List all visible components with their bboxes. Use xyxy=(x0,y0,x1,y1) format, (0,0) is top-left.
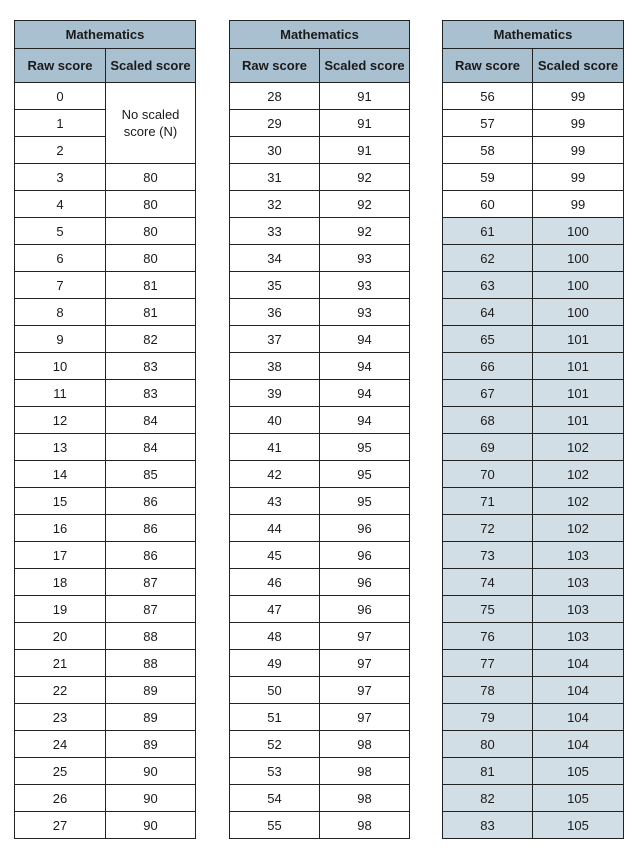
raw-score-cell: 20 xyxy=(15,623,106,650)
scaled-score-cell: 91 xyxy=(320,110,410,137)
table-row xyxy=(230,623,410,650)
raw-score-cell: 31 xyxy=(230,164,320,191)
table-row xyxy=(230,731,410,758)
table-row xyxy=(15,569,196,596)
raw-score-cell: 66 xyxy=(443,353,533,380)
table-row xyxy=(15,380,196,407)
table-row xyxy=(230,272,410,299)
table-row xyxy=(230,461,410,488)
raw-score-cell: 4 xyxy=(15,191,106,218)
scaled-score-cell: 92 xyxy=(320,191,410,218)
raw-score-cell: 14 xyxy=(15,461,106,488)
table-row xyxy=(443,758,624,785)
table-row xyxy=(443,677,624,704)
column-header-scaled-score: Scaled score xyxy=(320,49,410,83)
raw-score-cell: 75 xyxy=(443,596,533,623)
raw-score-cell: 35 xyxy=(230,272,320,299)
table-row xyxy=(230,758,410,785)
table-row xyxy=(230,677,410,704)
table-row xyxy=(230,83,410,110)
raw-score-cell: 16 xyxy=(15,515,106,542)
table-row xyxy=(443,650,624,677)
raw-score-cell: 79 xyxy=(443,704,533,731)
table-row xyxy=(230,299,410,326)
scaled-score-cell: 103 xyxy=(533,542,624,569)
raw-score-cell: 3 xyxy=(15,164,106,191)
scaled-score-cell: 104 xyxy=(533,677,624,704)
raw-score-cell: 77 xyxy=(443,650,533,677)
raw-score-cell: 60 xyxy=(443,191,533,218)
raw-score-cell: 52 xyxy=(230,731,320,758)
raw-score-cell: 50 xyxy=(230,677,320,704)
raw-score-cell: 38 xyxy=(230,353,320,380)
raw-score-cell: 68 xyxy=(443,407,533,434)
score-table-1 xyxy=(14,20,196,839)
raw-score-cell: 30 xyxy=(230,137,320,164)
scaled-score-cell: 97 xyxy=(320,650,410,677)
scaled-score-cell: 99 xyxy=(533,110,624,137)
table-row xyxy=(15,596,196,623)
table-body xyxy=(15,83,196,839)
scaled-score-cell: 103 xyxy=(533,623,624,650)
scaled-score-cell: 94 xyxy=(320,380,410,407)
raw-score-cell: 21 xyxy=(15,650,106,677)
table-row xyxy=(230,569,410,596)
raw-score-cell: 11 xyxy=(15,380,106,407)
scaled-score-cell: 99 xyxy=(533,191,624,218)
scaled-score-cell: 104 xyxy=(533,704,624,731)
raw-score-cell: 25 xyxy=(15,758,106,785)
table-row xyxy=(443,218,624,245)
raw-score-cell: 37 xyxy=(230,326,320,353)
scaled-score-cell: 96 xyxy=(320,542,410,569)
raw-score-cell: 17 xyxy=(15,542,106,569)
scaled-score-cell: 84 xyxy=(106,407,196,434)
scaled-score-cell: 84 xyxy=(106,434,196,461)
raw-score-cell: 41 xyxy=(230,434,320,461)
table-row xyxy=(443,596,624,623)
table-row xyxy=(443,83,624,110)
raw-score-cell: 36 xyxy=(230,299,320,326)
raw-score-cell: 72 xyxy=(443,515,533,542)
table-title: Mathematics xyxy=(230,21,410,49)
table-row xyxy=(230,191,410,218)
table-row xyxy=(15,461,196,488)
table-row xyxy=(15,83,196,110)
table-row xyxy=(443,704,624,731)
table-row xyxy=(230,488,410,515)
score-table-2 xyxy=(229,20,410,839)
column-header-scaled-score: Scaled score xyxy=(106,49,196,83)
raw-score-cell: 5 xyxy=(15,218,106,245)
table-row xyxy=(443,407,624,434)
scaled-score-cell: 103 xyxy=(533,596,624,623)
scaled-score-cell: 81 xyxy=(106,272,196,299)
scaled-score-cell: 105 xyxy=(533,812,624,839)
table-row xyxy=(15,353,196,380)
scaled-score-cell: 86 xyxy=(106,542,196,569)
scaled-score-cell: 91 xyxy=(320,83,410,110)
table-row xyxy=(443,812,624,839)
raw-score-cell: 71 xyxy=(443,488,533,515)
scaled-score-cell: 82 xyxy=(106,326,196,353)
table-row xyxy=(15,785,196,812)
table-row xyxy=(230,110,410,137)
raw-score-cell: 15 xyxy=(15,488,106,515)
table-row xyxy=(230,542,410,569)
raw-score-cell: 1 xyxy=(15,110,106,137)
raw-score-cell: 10 xyxy=(15,353,106,380)
scaled-score-cell: 102 xyxy=(533,515,624,542)
scaled-score-cell: 94 xyxy=(320,326,410,353)
table-row xyxy=(15,515,196,542)
raw-score-cell: 55 xyxy=(230,812,320,839)
raw-score-cell: 2 xyxy=(15,137,106,164)
table-row xyxy=(15,191,196,218)
table-row xyxy=(443,191,624,218)
scaled-score-cell: 80 xyxy=(106,245,196,272)
column-header-raw-score: Raw score xyxy=(443,49,533,83)
raw-score-cell: 57 xyxy=(443,110,533,137)
scaled-score-cell: 93 xyxy=(320,245,410,272)
raw-score-cell: 19 xyxy=(15,596,106,623)
scaled-score-cell: 102 xyxy=(533,434,624,461)
scaled-score-cell: 96 xyxy=(320,569,410,596)
scaled-score-cell: 91 xyxy=(320,137,410,164)
table-title: Mathematics xyxy=(443,21,624,49)
raw-score-cell: 74 xyxy=(443,569,533,596)
table-row xyxy=(230,326,410,353)
table-row xyxy=(15,326,196,353)
table-row xyxy=(443,623,624,650)
scaled-score-cell: 88 xyxy=(106,650,196,677)
table-row xyxy=(443,515,624,542)
raw-score-cell: 73 xyxy=(443,542,533,569)
table-row xyxy=(443,542,624,569)
table-row xyxy=(15,650,196,677)
raw-score-cell: 46 xyxy=(230,569,320,596)
column-header-scaled-score: Scaled score xyxy=(533,49,624,83)
raw-score-cell: 49 xyxy=(230,650,320,677)
table-row xyxy=(443,110,624,137)
table-row xyxy=(230,353,410,380)
table-row xyxy=(443,731,624,758)
scaled-score-cell: 97 xyxy=(320,677,410,704)
table-row xyxy=(443,380,624,407)
table-row xyxy=(443,353,624,380)
raw-score-cell: 0 xyxy=(15,83,106,110)
raw-score-cell: 22 xyxy=(15,677,106,704)
raw-score-cell: 32 xyxy=(230,191,320,218)
scaled-score-cell: 105 xyxy=(533,758,624,785)
raw-score-cell: 62 xyxy=(443,245,533,272)
raw-score-cell: 6 xyxy=(15,245,106,272)
scaled-score-cell: 90 xyxy=(106,785,196,812)
no-scaled-score-note: No scaled score (N) xyxy=(106,83,196,164)
scaled-score-cell: 98 xyxy=(320,812,410,839)
table-row xyxy=(15,272,196,299)
table-row xyxy=(15,704,196,731)
scaled-score-cell: 102 xyxy=(533,488,624,515)
scaled-score-cell: 81 xyxy=(106,299,196,326)
table-row xyxy=(443,785,624,812)
raw-score-cell: 45 xyxy=(230,542,320,569)
raw-score-cell: 82 xyxy=(443,785,533,812)
column-header-raw-score: Raw score xyxy=(230,49,320,83)
raw-score-cell: 56 xyxy=(443,83,533,110)
raw-score-cell: 29 xyxy=(230,110,320,137)
raw-score-cell: 64 xyxy=(443,299,533,326)
scaled-score-cell: 99 xyxy=(533,137,624,164)
raw-score-cell: 39 xyxy=(230,380,320,407)
scaled-score-cell: 80 xyxy=(106,164,196,191)
scaled-score-cell: 80 xyxy=(106,218,196,245)
scaled-score-cell: 83 xyxy=(106,353,196,380)
raw-score-cell: 81 xyxy=(443,758,533,785)
raw-score-cell: 24 xyxy=(15,731,106,758)
raw-score-cell: 7 xyxy=(15,272,106,299)
scaled-score-cell: 104 xyxy=(533,731,624,758)
table-row xyxy=(443,569,624,596)
scaled-score-cell: 89 xyxy=(106,677,196,704)
table-row xyxy=(15,299,196,326)
table-row xyxy=(15,164,196,191)
scaled-score-cell: 97 xyxy=(320,623,410,650)
table-row xyxy=(15,758,196,785)
scaled-score-cell: 95 xyxy=(320,461,410,488)
scaled-score-cell: 94 xyxy=(320,407,410,434)
scaled-score-cell: 98 xyxy=(320,758,410,785)
table-row xyxy=(230,164,410,191)
table-row xyxy=(15,407,196,434)
table-row xyxy=(230,407,410,434)
raw-score-cell: 51 xyxy=(230,704,320,731)
table-row xyxy=(443,245,624,272)
scaled-score-cell: 100 xyxy=(533,218,624,245)
scaled-score-cell: 89 xyxy=(106,704,196,731)
scaled-score-cell: 86 xyxy=(106,515,196,542)
scaled-score-cell: 90 xyxy=(106,812,196,839)
raw-score-cell: 18 xyxy=(15,569,106,596)
column-header-raw-score: Raw score xyxy=(15,49,106,83)
table-row xyxy=(230,137,410,164)
scaled-score-cell: 86 xyxy=(106,488,196,515)
raw-score-cell: 40 xyxy=(230,407,320,434)
scaled-score-cell: 90 xyxy=(106,758,196,785)
raw-score-cell: 12 xyxy=(15,407,106,434)
table-row xyxy=(15,218,196,245)
raw-score-cell: 9 xyxy=(15,326,106,353)
raw-score-cell: 42 xyxy=(230,461,320,488)
table-row xyxy=(443,488,624,515)
raw-score-cell: 28 xyxy=(230,83,320,110)
raw-score-cell: 48 xyxy=(230,623,320,650)
scaled-score-cell: 97 xyxy=(320,704,410,731)
raw-score-cell: 47 xyxy=(230,596,320,623)
scaled-score-cell: 100 xyxy=(533,245,624,272)
raw-score-cell: 34 xyxy=(230,245,320,272)
raw-score-cell: 8 xyxy=(15,299,106,326)
table-row xyxy=(230,812,410,839)
scaled-score-cell: 102 xyxy=(533,461,624,488)
raw-score-cell: 63 xyxy=(443,272,533,299)
table-row xyxy=(443,461,624,488)
scaled-score-cell: 85 xyxy=(106,461,196,488)
table-row xyxy=(230,218,410,245)
raw-score-cell: 76 xyxy=(443,623,533,650)
table-row xyxy=(443,299,624,326)
scaled-score-cell: 104 xyxy=(533,650,624,677)
scaled-score-cell: 80 xyxy=(106,191,196,218)
table-row xyxy=(443,326,624,353)
scaled-score-cell: 99 xyxy=(533,83,624,110)
table-row xyxy=(230,434,410,461)
table-row xyxy=(15,245,196,272)
table-row xyxy=(15,731,196,758)
scaled-score-cell: 101 xyxy=(533,407,624,434)
table-row xyxy=(15,623,196,650)
table-row xyxy=(443,137,624,164)
raw-score-cell: 33 xyxy=(230,218,320,245)
scaled-score-cell: 92 xyxy=(320,218,410,245)
scaled-score-cell: 87 xyxy=(106,596,196,623)
table-row xyxy=(230,650,410,677)
raw-score-cell: 27 xyxy=(15,812,106,839)
scaled-score-cell: 101 xyxy=(533,353,624,380)
raw-score-cell: 78 xyxy=(443,677,533,704)
table-row xyxy=(15,488,196,515)
scaled-score-cell: 101 xyxy=(533,326,624,353)
raw-score-cell: 54 xyxy=(230,785,320,812)
table-row xyxy=(15,812,196,839)
raw-score-cell: 69 xyxy=(443,434,533,461)
scaled-score-cell: 98 xyxy=(320,785,410,812)
scaled-score-cell: 96 xyxy=(320,515,410,542)
scaled-score-cell: 96 xyxy=(320,596,410,623)
raw-score-cell: 65 xyxy=(443,326,533,353)
scaled-score-cell: 95 xyxy=(320,488,410,515)
score-table-3 xyxy=(442,20,624,839)
raw-score-cell: 83 xyxy=(443,812,533,839)
scaled-score-cell: 100 xyxy=(533,272,624,299)
table-row xyxy=(15,677,196,704)
table-row xyxy=(15,542,196,569)
table-body xyxy=(443,83,624,839)
raw-score-cell: 13 xyxy=(15,434,106,461)
scaled-score-cell: 103 xyxy=(533,569,624,596)
raw-score-cell: 80 xyxy=(443,731,533,758)
raw-score-cell: 26 xyxy=(15,785,106,812)
table-row xyxy=(230,245,410,272)
raw-score-cell: 43 xyxy=(230,488,320,515)
table-title: Mathematics xyxy=(15,21,196,49)
scaled-score-cell: 93 xyxy=(320,299,410,326)
scaled-score-cell: 98 xyxy=(320,731,410,758)
scaled-score-cell: 89 xyxy=(106,731,196,758)
table-row xyxy=(230,596,410,623)
raw-score-cell: 59 xyxy=(443,164,533,191)
table-row xyxy=(230,704,410,731)
scaled-score-cell: 100 xyxy=(533,299,624,326)
scaled-score-cell: 105 xyxy=(533,785,624,812)
raw-score-cell: 61 xyxy=(443,218,533,245)
raw-score-cell: 23 xyxy=(15,704,106,731)
raw-score-cell: 58 xyxy=(443,137,533,164)
raw-score-cell: 70 xyxy=(443,461,533,488)
raw-score-cell: 67 xyxy=(443,380,533,407)
scaled-score-cell: 92 xyxy=(320,164,410,191)
table-row xyxy=(230,785,410,812)
raw-score-cell: 44 xyxy=(230,515,320,542)
table-row xyxy=(443,272,624,299)
scaled-score-cell: 93 xyxy=(320,272,410,299)
scaled-score-cell: 88 xyxy=(106,623,196,650)
table-body xyxy=(230,83,410,839)
table-row xyxy=(443,164,624,191)
scaled-score-cell: 83 xyxy=(106,380,196,407)
scaled-score-cell: 95 xyxy=(320,434,410,461)
raw-score-cell: 53 xyxy=(230,758,320,785)
scaled-score-cell: 87 xyxy=(106,569,196,596)
table-row xyxy=(230,380,410,407)
table-row xyxy=(443,434,624,461)
table-row xyxy=(230,515,410,542)
scaled-score-cell: 101 xyxy=(533,380,624,407)
scaled-score-cell: 99 xyxy=(533,164,624,191)
scaled-score-cell: 94 xyxy=(320,353,410,380)
table-row xyxy=(15,434,196,461)
